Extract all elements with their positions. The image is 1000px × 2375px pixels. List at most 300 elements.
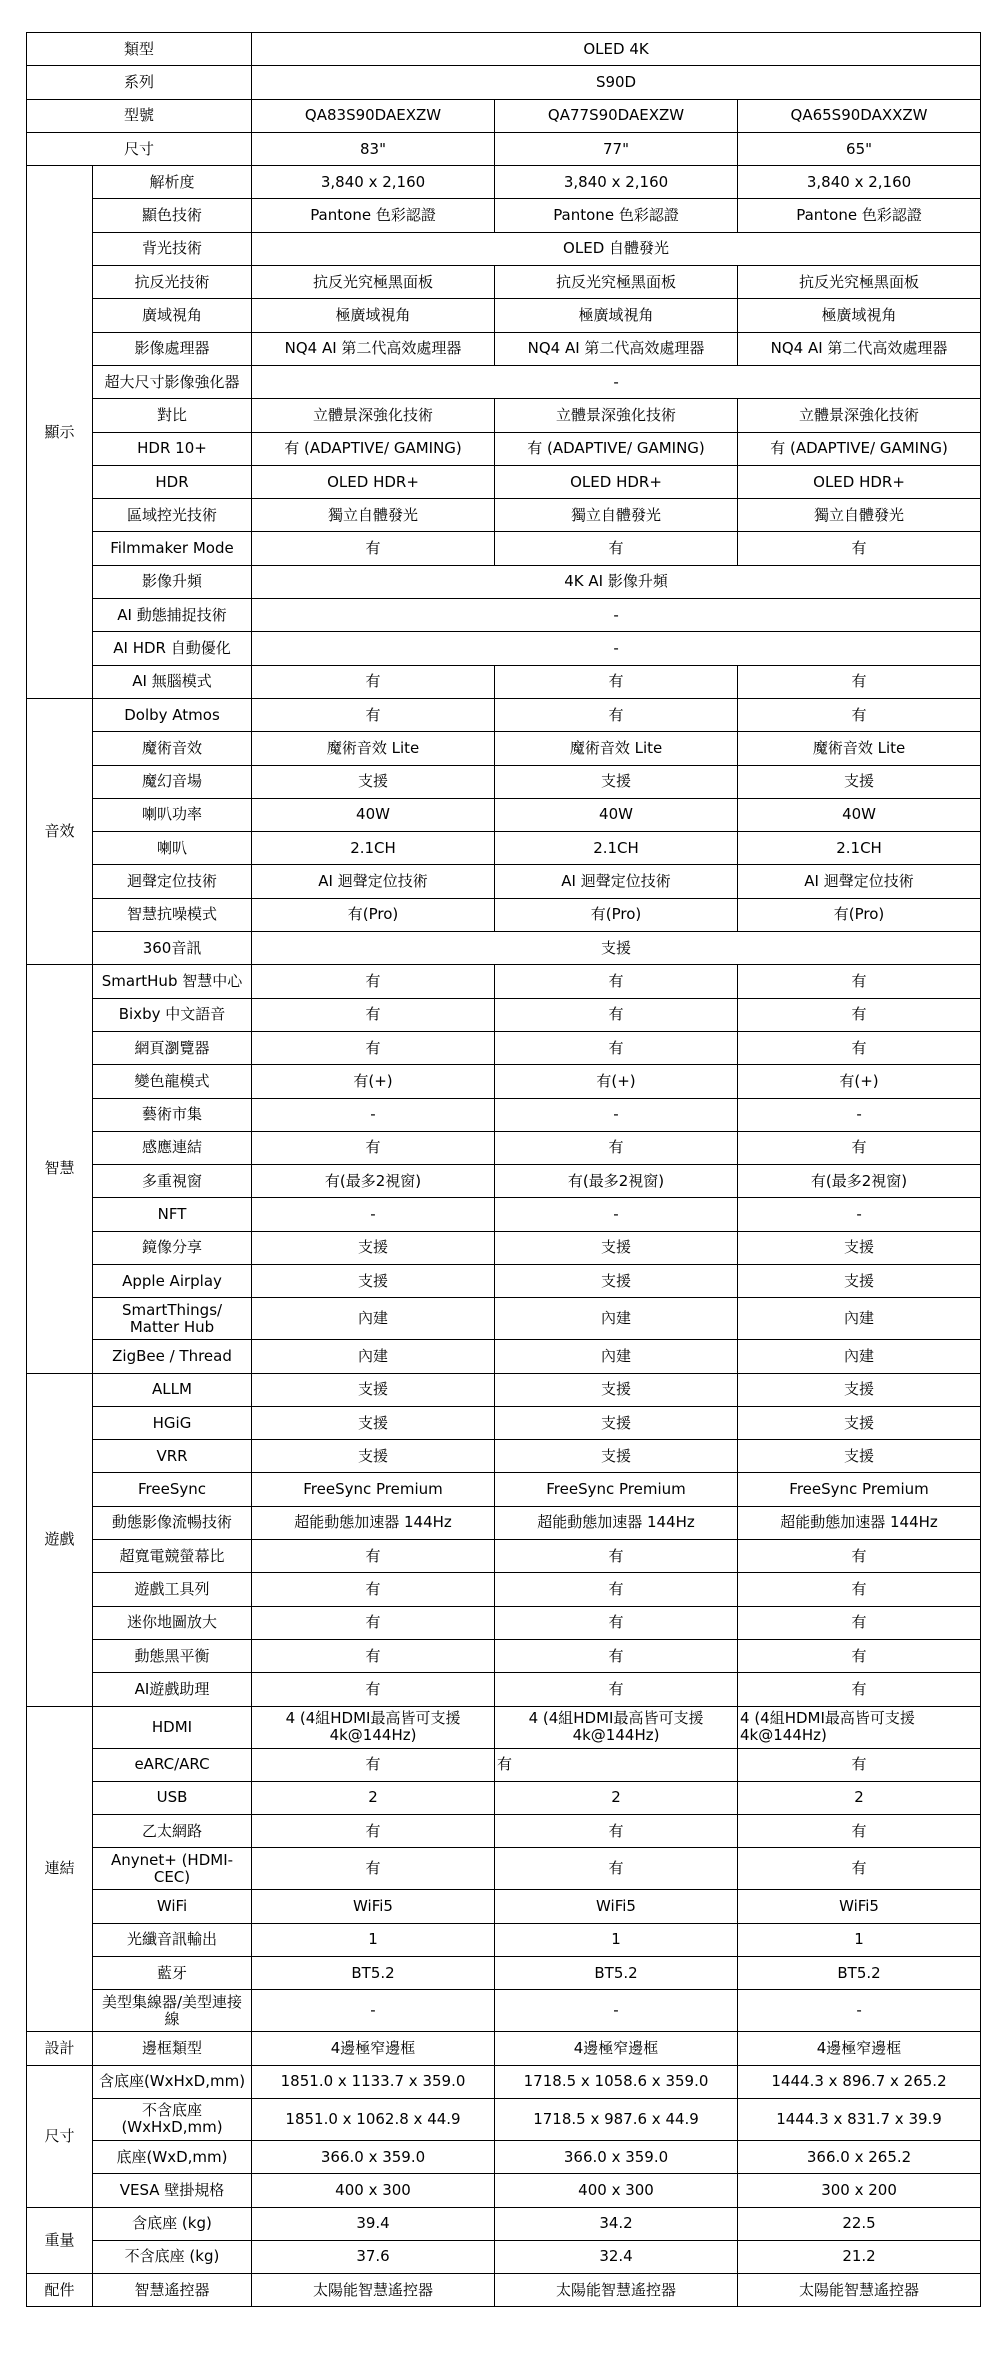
spec-value: - [738,1198,981,1231]
spec-value: 有(+) [738,1065,981,1098]
spec-row [27,1673,981,1706]
spec-value: 有 [252,698,495,731]
spec-value: 有 [495,1815,738,1848]
spec-value: 有(+) [252,1065,495,1098]
spec-value: 22.5 [738,2207,981,2240]
spec-value: 40W [738,798,981,831]
spec-row [27,1506,981,1539]
spec-value: 有 [738,1606,981,1639]
spec-value: FreeSync Premium [495,1473,738,1506]
spec-value: 39.4 [252,2207,495,2240]
spec-label: 不含底座 (WxHxD,mm) [93,2098,252,2140]
spec-value: 2 [738,1781,981,1814]
spec-value: 極廣域視角 [252,299,495,332]
spec-value: 1 [252,1923,495,1956]
spec-row [27,465,981,498]
spec-label: 多重視窗 [93,1165,252,1198]
spec-label: 背光技術 [93,232,252,265]
spec-value: 有 [738,698,981,731]
spec-value: 4 (4組HDMI最高皆可支援 4k@144Hz) [252,1706,495,1748]
spec-label: 感應連結 [93,1131,252,1164]
spec-value: 有 [495,965,738,998]
spec-label: 乙太網路 [93,1815,252,1848]
spec-row [27,1540,981,1573]
spec-value: 1718.5 x 1058.6 x 359.0 [495,2065,738,2098]
spec-label: 智慧抗噪模式 [93,898,252,931]
spec-label: WiFi [93,1890,252,1923]
spec-value: 獨立自體發光 [252,499,495,532]
row-label: 尺寸 [27,132,252,165]
spec-value: 有(+) [495,1065,738,1098]
spec-value: 立體景深強化技術 [738,399,981,432]
size-row [27,132,981,165]
category-label: 設計 [27,2032,93,2065]
spec-label: 含底座(WxHxD,mm) [93,2065,252,2098]
spec-value: 有 [738,1848,981,1890]
spec-value: BT5.2 [738,1957,981,1990]
spec-body [27,33,981,2307]
spec-value: 有 [495,1031,738,1064]
spec-value: - [252,599,981,632]
spec-value: 有 [738,1573,981,1606]
spec-value: 有 [252,1031,495,1064]
spec-label: 動態黑平衡 [93,1639,252,1672]
spec-value: 3,840 x 2,160 [738,166,981,199]
spec-value: 支援 [738,1440,981,1473]
spec-value: 支援 [252,1440,495,1473]
spec-label: SmartThings/ Matter Hub [93,1298,252,1340]
spec-row [27,1298,981,1340]
spec-value: 支援 [252,765,495,798]
spec-value: 內建 [252,1298,495,1340]
spec-value: 40W [495,798,738,831]
spec-value: BT5.2 [495,1957,738,1990]
spec-value: 有 [738,1540,981,1573]
spec-row [27,798,981,831]
spec-label: 迴聲定位技術 [93,865,252,898]
model-cell: QA83S90DAEXZW [252,99,495,132]
spec-value: 支援 [738,1406,981,1439]
spec-label: 藝術市集 [93,1098,252,1131]
spec-value: 有 [738,998,981,1031]
spec-value: 2.1CH [252,832,495,865]
spec-value: 有 [252,1848,495,1890]
spec-row [27,399,981,432]
spec-value: 366.0 x 359.0 [495,2140,738,2173]
spec-value: 有(最多2視窗) [738,1165,981,1198]
spec-value: 有 [495,698,738,731]
spec-value: OLED HDR+ [252,465,495,498]
spec-value: 支援 [738,1264,981,1297]
spec-value: 有 [738,1639,981,1672]
spec-value: 有 (ADAPTIVE/ GAMING) [738,432,981,465]
spec-row [27,1890,981,1923]
spec-row [27,365,981,398]
spec-value: 4K AI 影像升頻 [252,565,981,598]
spec-value: FreeSync Premium [738,1473,981,1506]
model-cell: QA77S90DAEXZW [495,99,738,132]
model-cell: QA65S90DAXXZW [738,99,981,132]
header-row [27,66,981,99]
spec-value: 1718.5 x 987.6 x 44.9 [495,2098,738,2140]
spec-value: 有 [738,665,981,698]
spec-value: 有 (ADAPTIVE/ GAMING) [495,432,738,465]
spec-label: 含底座 (kg) [93,2207,252,2240]
spec-value: 有 [495,1606,738,1639]
spec-value: 有(Pro) [495,898,738,931]
spec-value: 400 x 300 [495,2174,738,2207]
spec-label: ZigBee / Thread [93,1340,252,1373]
spec-value: 魔術音效 Lite [495,732,738,765]
spec-value: 1851.0 x 1062.8 x 44.9 [252,2098,495,2140]
spec-value: 極廣域視角 [495,299,738,332]
spec-label: 對比 [93,399,252,432]
spec-label: eARC/ARC [93,1748,252,1781]
spec-value: 立體景深強化技術 [495,399,738,432]
spec-value: 有 [252,965,495,998]
spec-value: 300 x 200 [738,2174,981,2207]
spec-value: 34.2 [495,2207,738,2240]
spec-label: 360音訊 [93,932,252,965]
model-cell: 65" [738,132,981,165]
spec-value: 有 [738,1131,981,1164]
spec-table [26,32,981,2307]
spec-row [27,1373,981,1406]
spec-value: 4邊極窄邊框 [738,2032,981,2065]
spec-label: SmartHub 智慧中心 [93,965,252,998]
spec-value: 內建 [495,1340,738,1373]
spec-label: AI HDR 自動優化 [93,632,252,665]
spec-row [27,1264,981,1297]
spec-row [27,1639,981,1672]
spec-label: 抗反光技術 [93,266,252,299]
spec-value: - [495,1990,738,2032]
spec-value: - [252,1198,495,1231]
spec-label: 顯色技術 [93,199,252,232]
spec-row [27,1815,981,1848]
spec-row [27,1098,981,1131]
spec-value: - [738,1098,981,1131]
model-row [27,99,981,132]
category-label: 智慧 [27,965,93,1373]
spec-row [27,965,981,998]
spec-label: HDR 10+ [93,432,252,465]
spec-value: 1 [495,1923,738,1956]
spec-value: 內建 [252,1340,495,1373]
spec-value: 超能動態加速器 144Hz [738,1506,981,1539]
spec-value: 超能動態加速器 144Hz [252,1506,495,1539]
spec-value: 立體景深強化技術 [252,399,495,432]
spec-row [27,1031,981,1064]
spec-value: 2.1CH [738,832,981,865]
category-label: 遊戲 [27,1373,93,1706]
spec-value: 32.4 [495,2240,738,2273]
spec-label: 藍牙 [93,1957,252,1990]
spec-value: 有 [495,532,738,565]
spec-label: 超大尺寸影像強化器 [93,365,252,398]
spec-value: 支援 [252,1373,495,1406]
spec-label: 魔幻音場 [93,765,252,798]
spec-row [27,832,981,865]
spec-value: 有 [252,532,495,565]
spec-value: 有 [738,1748,981,1781]
row-label: 型號 [27,99,252,132]
spec-value: 支援 [738,1373,981,1406]
spec-value: 366.0 x 359.0 [252,2140,495,2173]
spec-row [27,199,981,232]
spec-value: - [252,632,981,665]
spec-row [27,599,981,632]
spec-row [27,2032,981,2065]
spec-value: 有 [738,1815,981,1848]
spec-value: 魔術音效 Lite [738,732,981,765]
spec-label: VESA 壁掛規格 [93,2174,252,2207]
spec-value: WiFi5 [738,1890,981,1923]
spec-value: 1444.3 x 896.7 x 265.2 [738,2065,981,2098]
spec-label: 喇叭功率 [93,798,252,831]
spec-value: 有(最多2視窗) [495,1165,738,1198]
spec-label: 廣域視角 [93,299,252,332]
row-label: 類型 [27,33,252,66]
spec-label: Bixby 中文語音 [93,998,252,1031]
spec-value: 有 [252,1639,495,1672]
spec-value: - [738,1990,981,2032]
spec-value: 有 [495,998,738,1031]
spec-value: BT5.2 [252,1957,495,1990]
spec-row [27,1231,981,1264]
spec-value: 有 [252,1748,495,1781]
spec-value: 3,840 x 2,160 [495,166,738,199]
spec-value: 有 [495,1573,738,1606]
spec-value: 37.6 [252,2240,495,2273]
spec-value: 內建 [495,1298,738,1340]
spec-label: 邊框類型 [93,2032,252,2065]
spec-row [27,998,981,1031]
spec-value: 4邊極窄邊框 [495,2032,738,2065]
spec-row [27,166,981,199]
spec-label: 動態影像流暢技術 [93,1506,252,1539]
spec-value: 21.2 [738,2240,981,2273]
spec-value: 支援 [495,1264,738,1297]
spec-value: 有 [252,1815,495,1848]
spec-label: 區域控光技術 [93,499,252,532]
spec-row [27,2274,981,2307]
spec-value: 有 (ADAPTIVE/ GAMING) [252,432,495,465]
spec-value: 支援 [252,1406,495,1439]
spec-label: 鏡像分享 [93,1231,252,1264]
spec-label: HGiG [93,1406,252,1439]
spec-value: Pantone 色彩認證 [738,199,981,232]
spec-value: 抗反光究極黑面板 [495,266,738,299]
spec-row [27,1131,981,1164]
spec-value: OLED HDR+ [738,465,981,498]
spec-value: 有(最多2視窗) [252,1165,495,1198]
spec-label: 解析度 [93,166,252,199]
spec-label: Dolby Atmos [93,698,252,731]
spec-row [27,332,981,365]
spec-row [27,932,981,965]
spec-value: 有 [495,1848,738,1890]
header-row [27,33,981,66]
spec-value: 4 (4組HDMI最高皆可支援 4k@144Hz) [738,1706,981,1748]
spec-label: AI 動態捕捉技術 [93,599,252,632]
spec-label: 智慧遙控器 [93,2274,252,2307]
row-label: 系列 [27,66,252,99]
spec-value: 40W [252,798,495,831]
spec-value: 極廣域視角 [738,299,981,332]
spec-row [27,1340,981,1373]
spec-label: HDMI [93,1706,252,1748]
spec-value: 支援 [495,1440,738,1473]
spec-label: 底座(WxD,mm) [93,2140,252,2173]
spec-value: 400 x 300 [252,2174,495,2207]
spec-value: 有 [252,1573,495,1606]
spec-value: 有 [252,665,495,698]
spec-label: NFT [93,1198,252,1231]
spec-value: 太陽能智慧遙控器 [252,2274,495,2307]
spec-value: 有 [252,1673,495,1706]
spec-value: NQ4 AI 第二代高效處理器 [252,332,495,365]
spec-value: 2 [495,1781,738,1814]
spec-row [27,1957,981,1990]
spec-value: 有(Pro) [252,898,495,931]
spec-value: 抗反光究極黑面板 [738,266,981,299]
spec-value: 366.0 x 265.2 [738,2140,981,2173]
spec-value: 支援 [738,765,981,798]
spec-value: - [495,1198,738,1231]
spec-value: 獨立自體發光 [738,499,981,532]
spec-value: Pantone 色彩認證 [495,199,738,232]
spec-value: 有 [495,1748,738,1781]
spec-value: 有 [495,1540,738,1573]
spec-row [27,665,981,698]
category-label: 顯示 [27,166,93,699]
spec-value: OLED 自體發光 [252,232,981,265]
spec-row [27,732,981,765]
spec-row [27,2240,981,2273]
spec-label: 影像升頻 [93,565,252,598]
spec-value: AI 迴聲定位技術 [738,865,981,898]
spec-value: OLED HDR+ [495,465,738,498]
spec-value: 有(Pro) [738,898,981,931]
spec-label: Filmmaker Mode [93,532,252,565]
spec-row [27,2174,981,2207]
spec-value: 支援 [495,1231,738,1264]
spec-row [27,865,981,898]
spec-value: 有 [495,1639,738,1672]
category-label: 配件 [27,2274,93,2307]
spec-value: NQ4 AI 第二代高效處理器 [738,332,981,365]
spec-value: - [252,1098,495,1131]
spec-row [27,1473,981,1506]
spec-label: 魔術音效 [93,732,252,765]
model-cell: 83" [252,132,495,165]
spec-row [27,1781,981,1814]
spec-label: 影像處理器 [93,332,252,365]
spec-label: AI遊戲助理 [93,1673,252,1706]
spec-value: 太陽能智慧遙控器 [495,2274,738,2307]
spec-row [27,1748,981,1781]
spec-value: - [252,1990,495,2032]
spec-label: FreeSync [93,1473,252,1506]
spec-row [27,565,981,598]
category-label: 音效 [27,698,93,964]
category-label: 連結 [27,1706,93,2032]
spec-value: 有 [495,1131,738,1164]
spec-row [27,2098,981,2140]
spec-row [27,1573,981,1606]
spec-row [27,1848,981,1890]
spec-label: VRR [93,1440,252,1473]
spec-value: 支援 [495,1373,738,1406]
spec-value: NQ4 AI 第二代高效處理器 [495,332,738,365]
spec-label: 網頁瀏覽器 [93,1031,252,1064]
spec-value: 1851.0 x 1133.7 x 359.0 [252,2065,495,2098]
spec-value: 超能動態加速器 144Hz [495,1506,738,1539]
spec-value: 支援 [495,765,738,798]
spec-row [27,1406,981,1439]
spec-row [27,765,981,798]
spec-label: ALLM [93,1373,252,1406]
spec-value: 1 [738,1923,981,1956]
spec-row [27,632,981,665]
spec-value: WiFi5 [252,1890,495,1923]
spec-value: 3,840 x 2,160 [252,166,495,199]
spec-label: 變色龍模式 [93,1065,252,1098]
spec-value: WiFi5 [495,1890,738,1923]
spec-label: Anynet+ (HDMI- CEC) [93,1848,252,1890]
spec-value: 4邊極窄邊框 [252,2032,495,2065]
spec-row [27,1065,981,1098]
spec-row [27,532,981,565]
spec-label: 喇叭 [93,832,252,865]
spec-value: AI 迴聲定位技術 [495,865,738,898]
spec-label: 光纖音訊輸出 [93,1923,252,1956]
spec-row [27,1990,981,2032]
spec-value: 有 [738,1031,981,1064]
spec-value: 有 [495,1673,738,1706]
spec-value: 2 [252,1781,495,1814]
spec-value: 支援 [738,1231,981,1264]
spec-value: 太陽能智慧遙控器 [738,2274,981,2307]
spec-value: 支援 [252,932,981,965]
spec-row [27,1923,981,1956]
spec-value: 有 [495,665,738,698]
spec-label: 不含底座 (kg) [93,2240,252,2273]
spec-label: HDR [93,465,252,498]
spec-value: 1444.3 x 831.7 x 39.9 [738,2098,981,2140]
spec-value: 內建 [738,1298,981,1340]
spec-row [27,299,981,332]
spec-value: 抗反光究極黑面板 [252,266,495,299]
spec-value: 有 [738,1673,981,1706]
spec-row [27,232,981,265]
spec-row [27,698,981,731]
spec-value: - [252,365,981,398]
spec-label: AI 無腦模式 [93,665,252,698]
spec-row [27,1606,981,1639]
spec-value: 支援 [495,1406,738,1439]
spec-label: 遊戲工具列 [93,1573,252,1606]
spec-value: 4 (4組HDMI最高皆可支援 4k@144Hz) [495,1706,738,1748]
row-value: OLED 4K [252,33,981,66]
spec-label: 超寬電競螢幕比 [93,1540,252,1573]
spec-value: 2.1CH [495,832,738,865]
category-label: 重量 [27,2207,93,2274]
spec-value: 獨立自體發光 [495,499,738,532]
category-label: 尺寸 [27,2065,93,2207]
spec-row [27,2140,981,2173]
